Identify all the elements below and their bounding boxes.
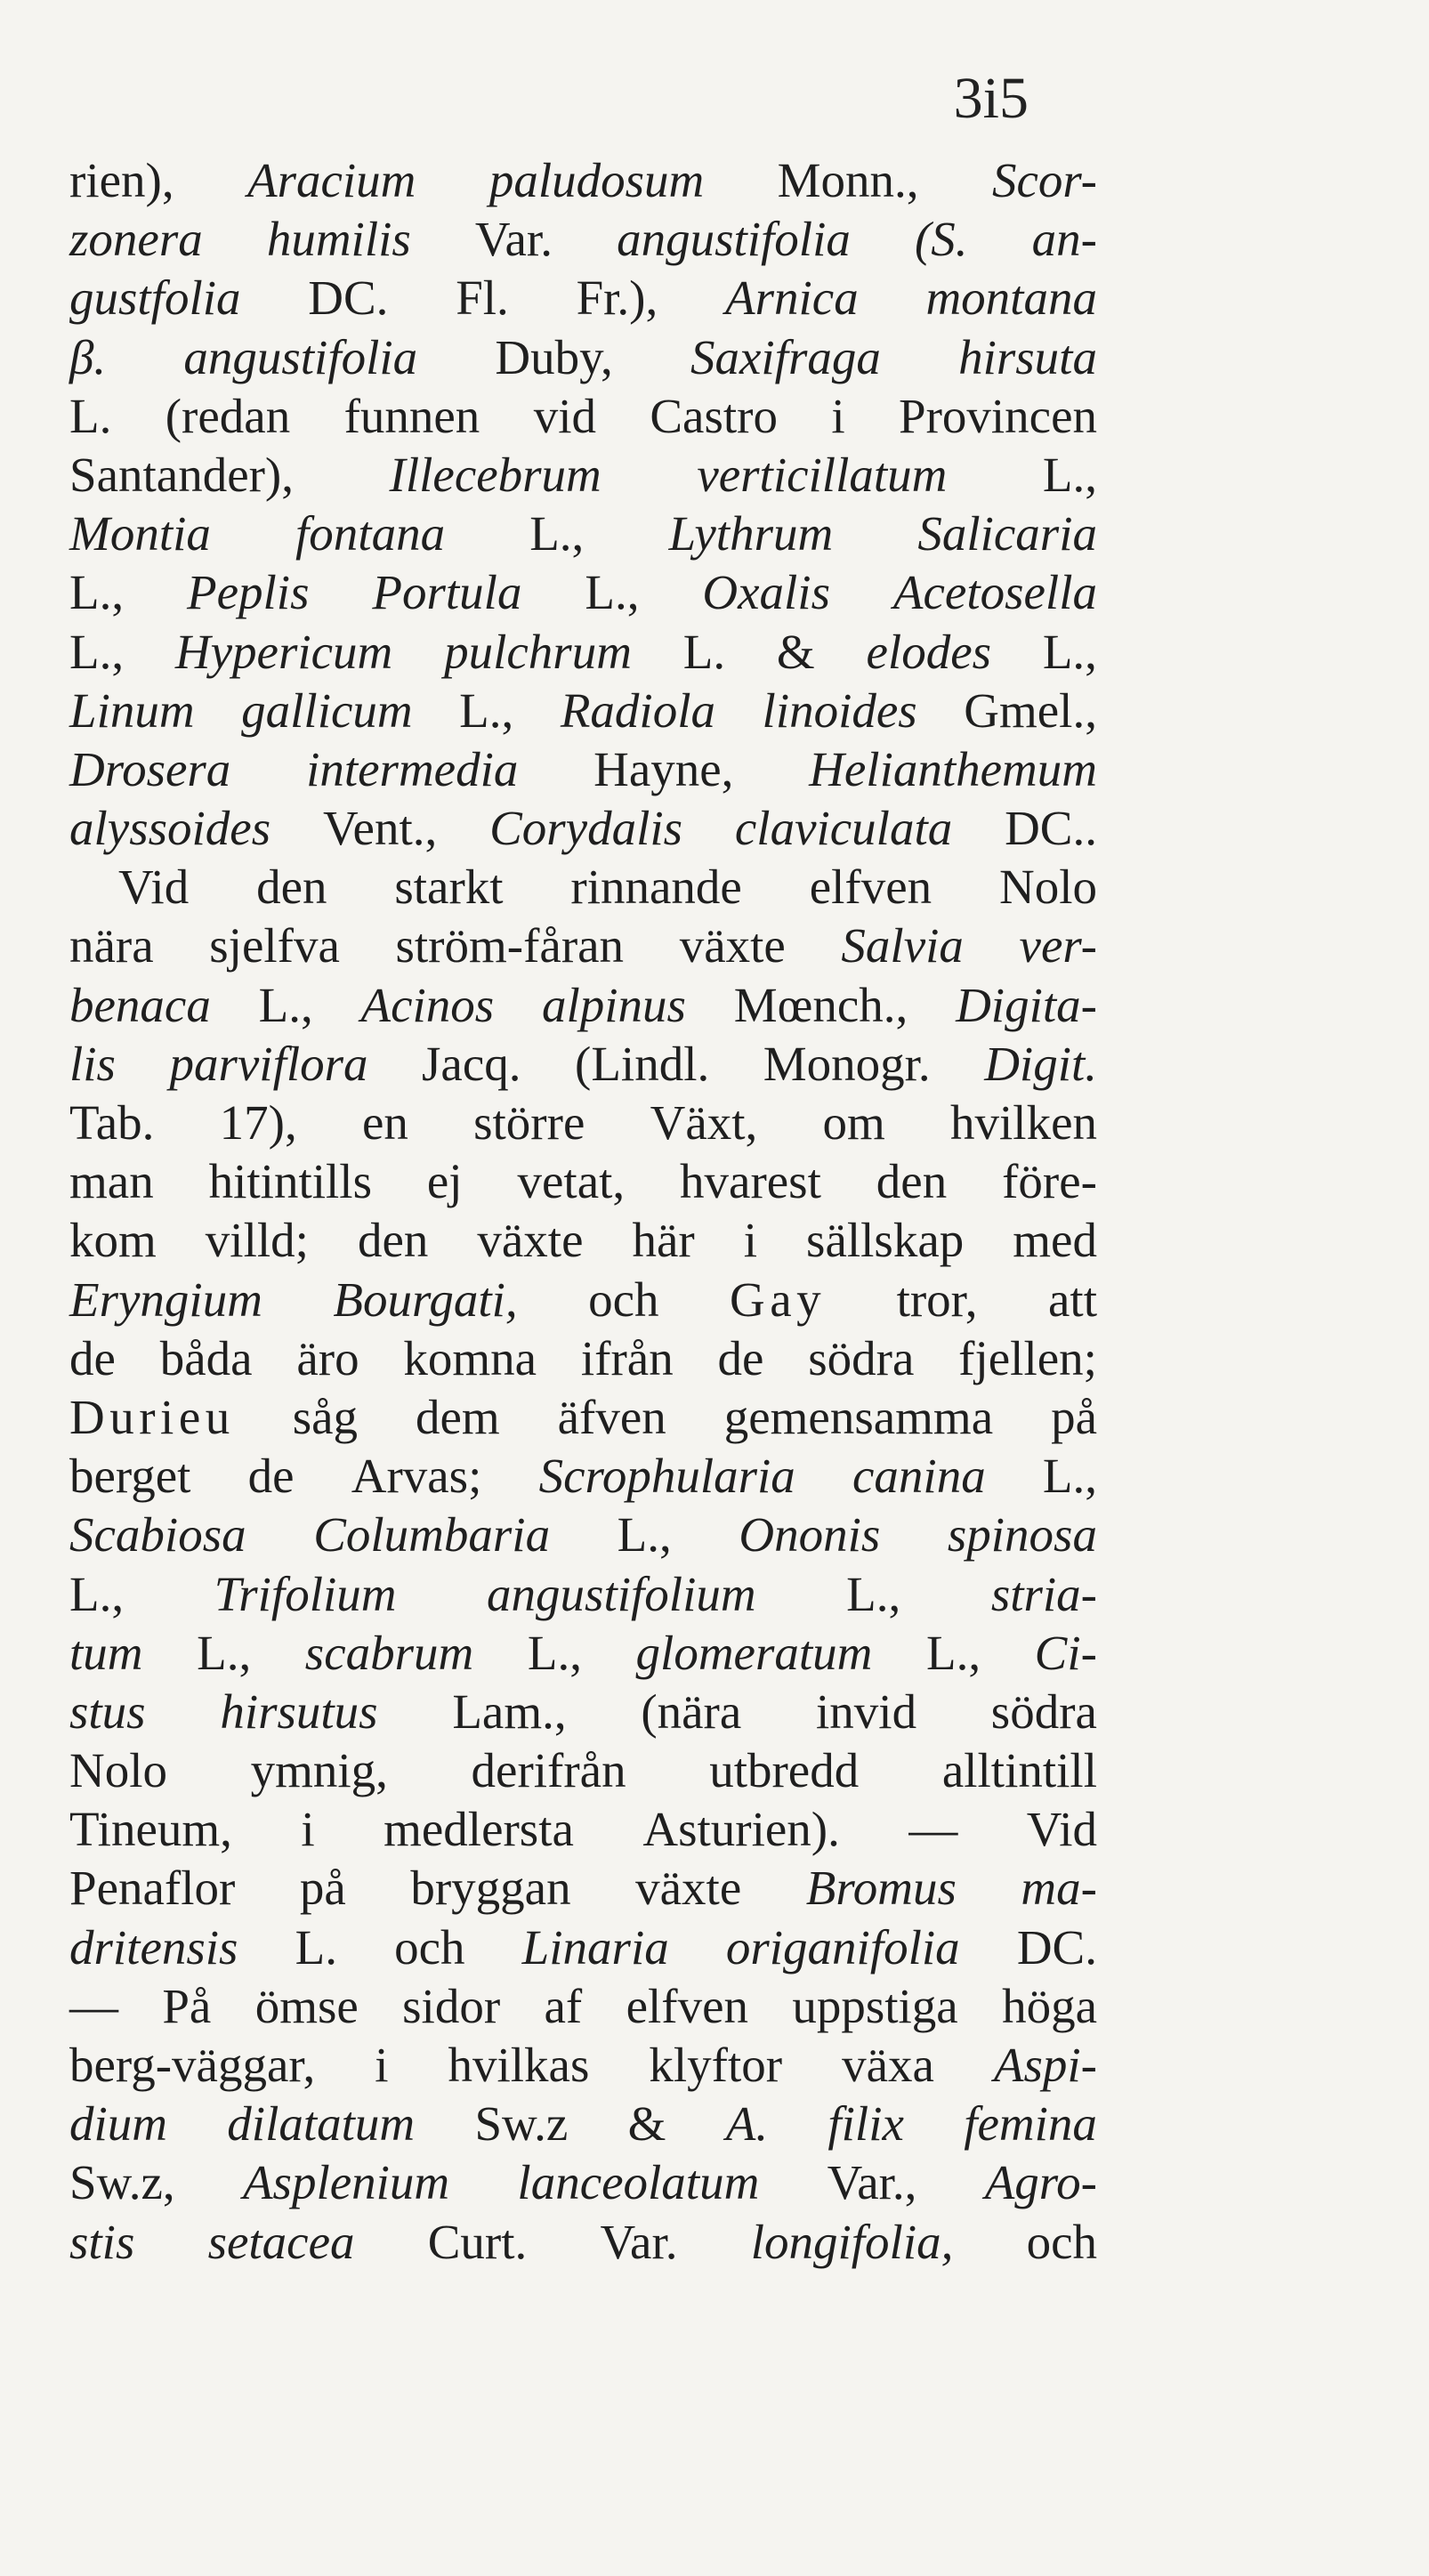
word: Curt. [427, 2214, 528, 2269]
word: Linaria [521, 1919, 669, 1974]
word: DC. [1016, 1919, 1097, 1974]
word: Digit. [984, 1036, 1097, 1091]
text-line [69, 1094, 1097, 1152]
text-line [69, 799, 1097, 858]
text-line [69, 1800, 1097, 1859]
word: äro [296, 1330, 359, 1385]
word: ömse [254, 1978, 359, 2033]
word: såg [292, 1389, 359, 1444]
word: tum [69, 1625, 143, 1680]
word: verticillatum [697, 447, 948, 502]
text-line [69, 210, 1097, 269]
text-line [69, 269, 1097, 327]
word: sjelfva [209, 918, 340, 973]
word: hvarest [680, 1154, 821, 1209]
word: & [776, 624, 815, 679]
text-line [69, 505, 1097, 563]
text-line [69, 1683, 1097, 1741]
word: Corydalis [489, 801, 683, 856]
text-line [69, 682, 1097, 740]
word: växa [842, 2038, 934, 2092]
word: berg-väggar, [69, 2038, 316, 2092]
word: L., [846, 1566, 901, 1621]
word: på [299, 1861, 346, 1916]
word: utbredd [709, 1743, 860, 1798]
word: uppstiga [792, 1978, 958, 2033]
text-line [69, 1152, 1097, 1211]
word: kom [69, 1213, 157, 1268]
word: rinnande [570, 860, 742, 915]
word: sällskap [806, 1213, 965, 1268]
word: bryggan [410, 1861, 571, 1916]
word: femina [964, 2096, 1097, 2152]
word: & [627, 2096, 666, 2152]
word: de [69, 1330, 116, 1385]
text-line [69, 2153, 1097, 2212]
text-line [69, 623, 1097, 682]
word: Var., [827, 2155, 917, 2210]
word: DC. [308, 271, 389, 326]
word: L., [69, 624, 125, 679]
word: zonera [69, 212, 203, 267]
word: ymnig, [250, 1743, 388, 1798]
word: hirsuta [958, 329, 1097, 384]
text-line [69, 387, 1097, 446]
word: Vid [118, 860, 190, 915]
word: Acinos [360, 977, 495, 1032]
word: om [822, 1095, 885, 1150]
word: och [1026, 2214, 1097, 2269]
word: dem [415, 1389, 500, 1444]
word: komna [403, 1330, 537, 1385]
text-line [69, 858, 1097, 917]
word: DC.. [1005, 801, 1097, 856]
text-line [69, 1211, 1097, 1270]
word: Bourgati, [333, 1272, 518, 1327]
word: (nära [641, 1684, 742, 1739]
word: glomeratum [635, 1625, 873, 1680]
word: Sw.z, [69, 2155, 175, 2210]
word: ma- [1021, 1861, 1097, 1916]
word: L. [295, 1919, 337, 1974]
word: Arnica [725, 271, 859, 326]
word: — [908, 1802, 958, 1857]
word: tror, [896, 1272, 978, 1327]
word: longifolia, [750, 2214, 954, 2269]
word: elodes [866, 624, 992, 679]
word: Nolo [69, 1743, 167, 1798]
word: angustifolia [617, 212, 851, 267]
word: stus [69, 1684, 146, 1739]
word: På [162, 1978, 212, 2033]
word: Lam., [452, 1684, 567, 1739]
word: Arvas; [351, 1449, 482, 1504]
word: Illecebrum [389, 447, 601, 502]
word: hvilken [950, 1095, 1097, 1150]
word: den [357, 1213, 429, 1268]
word: L., [258, 977, 313, 1032]
text-line [69, 1388, 1097, 1447]
text-line [69, 1271, 1097, 1329]
text-line [69, 1977, 1097, 2036]
word: L., [529, 506, 585, 561]
word: Asplenium [242, 2155, 450, 2210]
word: L., [617, 1507, 672, 1563]
word: äfven [557, 1389, 666, 1444]
word: origanifolia [725, 1919, 960, 1974]
word: Tab. [69, 1095, 155, 1150]
word: Linum [69, 682, 195, 738]
word: Växt, [650, 1095, 758, 1150]
word: Hayne, [593, 741, 734, 796]
text-line [69, 2095, 1097, 2153]
text-line [69, 1918, 1097, 1977]
word: medlersta [383, 1802, 574, 1857]
word: stria- [990, 1566, 1097, 1621]
word: angustifolium [487, 1566, 756, 1621]
text-line [69, 1565, 1097, 1624]
word: nära [69, 918, 154, 973]
word: lis [69, 1036, 116, 1091]
word: alpinus [541, 977, 686, 1032]
word: L., [69, 565, 125, 620]
word: af [544, 1978, 583, 2033]
word: Digita- [956, 977, 1097, 1032]
word: montana [925, 271, 1097, 326]
word: filix [828, 2096, 904, 2152]
word: före- [1002, 1154, 1097, 1209]
word: Trifolium [214, 1566, 397, 1621]
word: Agro- [984, 2155, 1097, 2210]
word: (Lindl. [575, 1036, 710, 1091]
word: Fr.), [576, 271, 658, 326]
word: Scabiosa [69, 1507, 246, 1563]
word: setacea [207, 2214, 355, 2269]
word: på [1051, 1389, 1097, 1444]
word: att [1048, 1272, 1097, 1327]
word: gustfolia [69, 271, 241, 326]
word: större [473, 1095, 585, 1150]
text-line [69, 740, 1097, 799]
word: — [69, 1978, 118, 2033]
word: L., [925, 1625, 981, 1680]
word: berget [69, 1449, 191, 1504]
word: invid [816, 1684, 917, 1739]
word: Saxifraga [690, 329, 881, 384]
text-line [69, 1741, 1097, 1800]
word: gallicum [241, 682, 413, 738]
word: Santander), [69, 447, 294, 502]
word: villd; [205, 1213, 309, 1268]
word: Duby, [495, 329, 613, 384]
word: Durieu [69, 1389, 235, 1444]
word: L., [1042, 447, 1097, 502]
word: växte [679, 918, 786, 973]
word: Tineum, [69, 1802, 232, 1857]
word: Scor- [991, 153, 1097, 207]
word: L., [1042, 1449, 1097, 1504]
word: Helianthemum [809, 741, 1097, 796]
word: gemensamma [723, 1389, 994, 1444]
word: Salvia [841, 918, 964, 973]
text-line [69, 1859, 1097, 1918]
word: Monn., [777, 153, 919, 207]
word: man [69, 1154, 154, 1209]
word: Montia [69, 506, 211, 561]
word: och [588, 1272, 659, 1327]
word: Provincen [898, 388, 1097, 443]
word: hirsutus [220, 1684, 378, 1739]
word: Fl. [456, 271, 509, 326]
word: funnen [343, 388, 480, 443]
word: Var. [474, 212, 553, 267]
word: L., [585, 565, 640, 620]
word: rien), [69, 153, 174, 207]
word: β. [69, 329, 107, 384]
word: Mœnch., [733, 977, 908, 1032]
word: i [375, 2038, 389, 2092]
word: intermedia [306, 741, 519, 796]
word: växte [477, 1213, 584, 1268]
word: fontana [295, 506, 446, 561]
word: och [394, 1919, 465, 1974]
text-line [69, 2213, 1097, 2272]
word: de [247, 1449, 295, 1504]
word: Vent., [322, 801, 438, 856]
word: dium [69, 2096, 167, 2152]
word: Aspi- [993, 2038, 1097, 2092]
word: den [876, 1154, 948, 1209]
word: Jacq. [422, 1036, 521, 1091]
text-line [69, 328, 1097, 387]
word: starkt [394, 860, 504, 915]
word: L., [527, 1625, 582, 1680]
word: an- [1031, 212, 1097, 267]
word: en [361, 1095, 408, 1150]
word: humilis [266, 212, 411, 267]
text-line [69, 446, 1097, 505]
page-number: 3i5 [953, 66, 1029, 131]
word: i [743, 1213, 758, 1268]
word: derifrån [471, 1743, 626, 1798]
word: den [256, 860, 327, 915]
word: ej [426, 1154, 463, 1209]
word: 17), [219, 1095, 297, 1150]
word: Penaflor [69, 1861, 236, 1916]
word: (S. [914, 212, 968, 267]
word: Aracium [246, 153, 416, 207]
word: Vid [1026, 1802, 1097, 1857]
word: angustifolia [183, 329, 418, 384]
word: Bromus [805, 1861, 957, 1916]
word: höga [1002, 1978, 1097, 2033]
word: L., [197, 1625, 252, 1680]
word: klyftor [649, 2038, 783, 2092]
word: Acetosella [892, 565, 1097, 620]
word: Gay [729, 1272, 827, 1327]
word: pulchrum [444, 624, 632, 679]
word: Castro [650, 388, 778, 443]
word: hvilkas [448, 2038, 590, 2092]
word: scabrum [304, 1625, 474, 1680]
word: (redan [165, 388, 291, 443]
word: stis [69, 2214, 135, 2269]
word: claviculata [734, 801, 953, 856]
word: i [301, 1802, 315, 1857]
word: Sw.z [474, 2096, 569, 2152]
word: Var. [600, 2214, 678, 2269]
word: Gmel., [964, 682, 1097, 738]
text-line [69, 1447, 1097, 1506]
word: Scrophularia [538, 1449, 795, 1504]
word: Eryngium [69, 1272, 262, 1327]
word: Peplis [187, 565, 310, 620]
word: alyssoides [69, 801, 271, 856]
word: de [717, 1330, 764, 1385]
word: växte [635, 1861, 742, 1916]
text-line [69, 1506, 1097, 1564]
text-line [69, 976, 1097, 1035]
word: fjellen; [958, 1330, 1097, 1385]
text-line [69, 1624, 1097, 1683]
word: parviflora [169, 1036, 368, 1091]
word: Monogr. [763, 1036, 931, 1091]
word: dilatatum [227, 2096, 416, 2152]
word: Hypericum [174, 624, 393, 679]
word: Portula [372, 565, 522, 620]
word: benaca [69, 977, 211, 1032]
word: L. [69, 388, 112, 443]
word: här [632, 1213, 695, 1268]
text-line [69, 2036, 1097, 2095]
word: L., [69, 1566, 125, 1621]
text-line [69, 917, 1097, 975]
text-line [69, 563, 1097, 622]
word: ver- [1019, 918, 1097, 973]
word: paludosum [488, 153, 705, 207]
word: vetat, [517, 1154, 626, 1209]
word: Lythrum [668, 506, 834, 561]
word: ström-fåran [395, 918, 625, 973]
word: i [831, 388, 845, 443]
word: Nolo [998, 860, 1097, 915]
word: canina [852, 1449, 986, 1504]
word: södra [990, 1684, 1097, 1739]
word: södra [808, 1330, 915, 1385]
text-body [69, 151, 1097, 2272]
text-line [69, 1035, 1097, 1094]
word: sidor [402, 1978, 501, 2033]
word: spinosa [947, 1507, 1097, 1563]
word: Oxalis [702, 565, 830, 620]
text-line [69, 1329, 1097, 1388]
word: Radiola [560, 682, 715, 738]
word: elfven [809, 860, 932, 915]
word: båda [159, 1330, 253, 1385]
word: L., [1042, 624, 1097, 679]
word: Ci- [1034, 1625, 1097, 1680]
word: Columbaria [313, 1507, 551, 1563]
word: lanceolatum [517, 2155, 760, 2210]
word: Ononis [739, 1507, 881, 1563]
word: Drosera [69, 741, 231, 796]
word: Salicaria [917, 506, 1097, 561]
word: L. [682, 624, 726, 679]
word: alltintill [941, 1743, 1097, 1798]
word: med [1013, 1213, 1097, 1268]
word: vid [533, 388, 596, 443]
word: hitintills [208, 1154, 372, 1209]
word: elfven [626, 1978, 748, 2033]
word: ifrån [580, 1330, 674, 1385]
word: dritensis [69, 1919, 238, 1974]
text-line [69, 151, 1097, 210]
word: L., [459, 682, 514, 738]
word: linoides [762, 682, 917, 738]
word: A. [725, 2096, 769, 2152]
word: Asturien). [642, 1802, 840, 1857]
